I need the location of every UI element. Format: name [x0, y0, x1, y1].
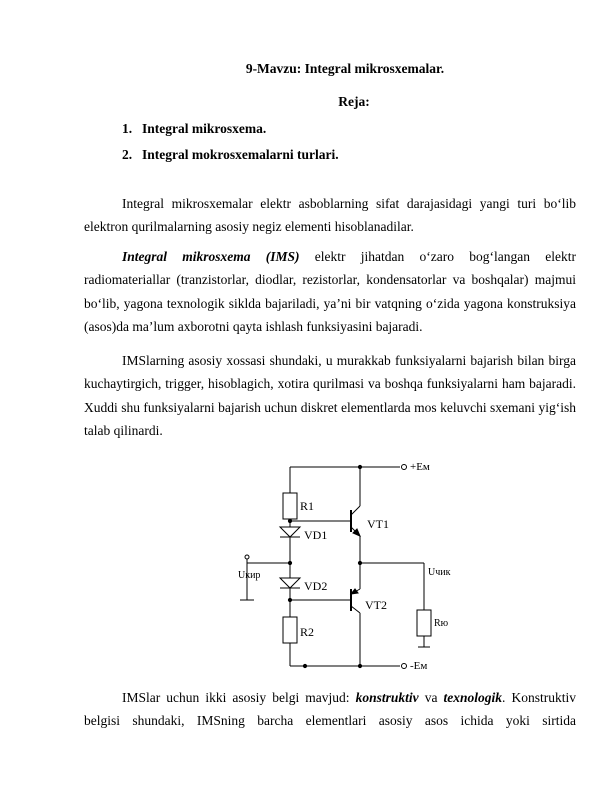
- plan-heading: Reja:: [338, 94, 370, 109]
- vt1-label: VT1: [367, 517, 389, 531]
- r2-label: R2: [300, 625, 315, 639]
- plus-supply-terminal: [402, 465, 407, 470]
- plus-supply-label: +Eм: [410, 461, 430, 473]
- input-terminal: [245, 555, 249, 559]
- vd1-label: VD1: [304, 528, 328, 542]
- minus-supply-label: -Eм: [410, 660, 428, 672]
- paragraph-2: Integral mikrosxema (IMS) elektr jihatdan o‘zaro bog‘langan elektr radiomateriallar (tranzistorlar, diodlar, rezistorlar, kondensatorlar va boshqalar) majmui bo‘lib, yagona texnologik siklda bajariladi, ya’ni bir vatqning o‘zida yagona konstruksiya (asos)da ma’lum axborotni qayta ishlash funksiyasini bajaradi.: [84, 249, 576, 334]
- vt2-label: VT2: [365, 598, 387, 612]
- paragraph-1: Integral mikrosxemalar elektr asboblarning sifat darajasidagi yangi turi bo‘lib elektron qurilmalarning asosiy negiz elementi hisoblanadilar.: [84, 196, 576, 235]
- paragraph-4: IMSlar uchun ikki asosiy belgi mavjud: konstruktiv va texnologik. Konstruktiv belgisi shundaki, IMSning barcha elementlari asosiy asos ichida yoki sirtida: [84, 690, 576, 729]
- plan-item-1: 1. Integral mikrosxema.: [122, 121, 267, 136]
- load-resistor: [417, 610, 431, 636]
- load-resistor-label: Rю: [434, 618, 449, 629]
- plan-item-2: 2. Integral mokrosxemalarni turlari.: [122, 147, 339, 162]
- circuit-diagram: [228, 459, 451, 683]
- ims-term: Integral mikrosxema (IMS): [122, 249, 300, 264]
- vd2-diode: [280, 578, 300, 588]
- input-voltage-label: Uкир: [238, 570, 261, 581]
- r1-resistor: [283, 493, 297, 519]
- output-voltage-label: Uчик: [428, 567, 451, 578]
- r2-resistor: [283, 617, 297, 643]
- r1-label: R1: [300, 499, 315, 513]
- page-title: 9-Mavzu: Integral mikrosxemalar.: [245, 61, 445, 76]
- vd1-diode: [280, 527, 300, 537]
- minus-supply-terminal: [402, 664, 407, 669]
- paragraph-3: IMSlarning asosiy xossasi shundaki, u murakkab funksiyalarni bajarish bilan birga kuchaytirgich, trigger, hisoblagich, xotira qurilmasi va boshqa funksiyalarni ham bajaradi. Xuddi shu funksiyalarni bajarish uchun diskret elementlarda mos keluvchi sxemani yig‘ish talab qilinardi.: [84, 353, 576, 438]
- vd2-label: VD2: [304, 579, 328, 593]
